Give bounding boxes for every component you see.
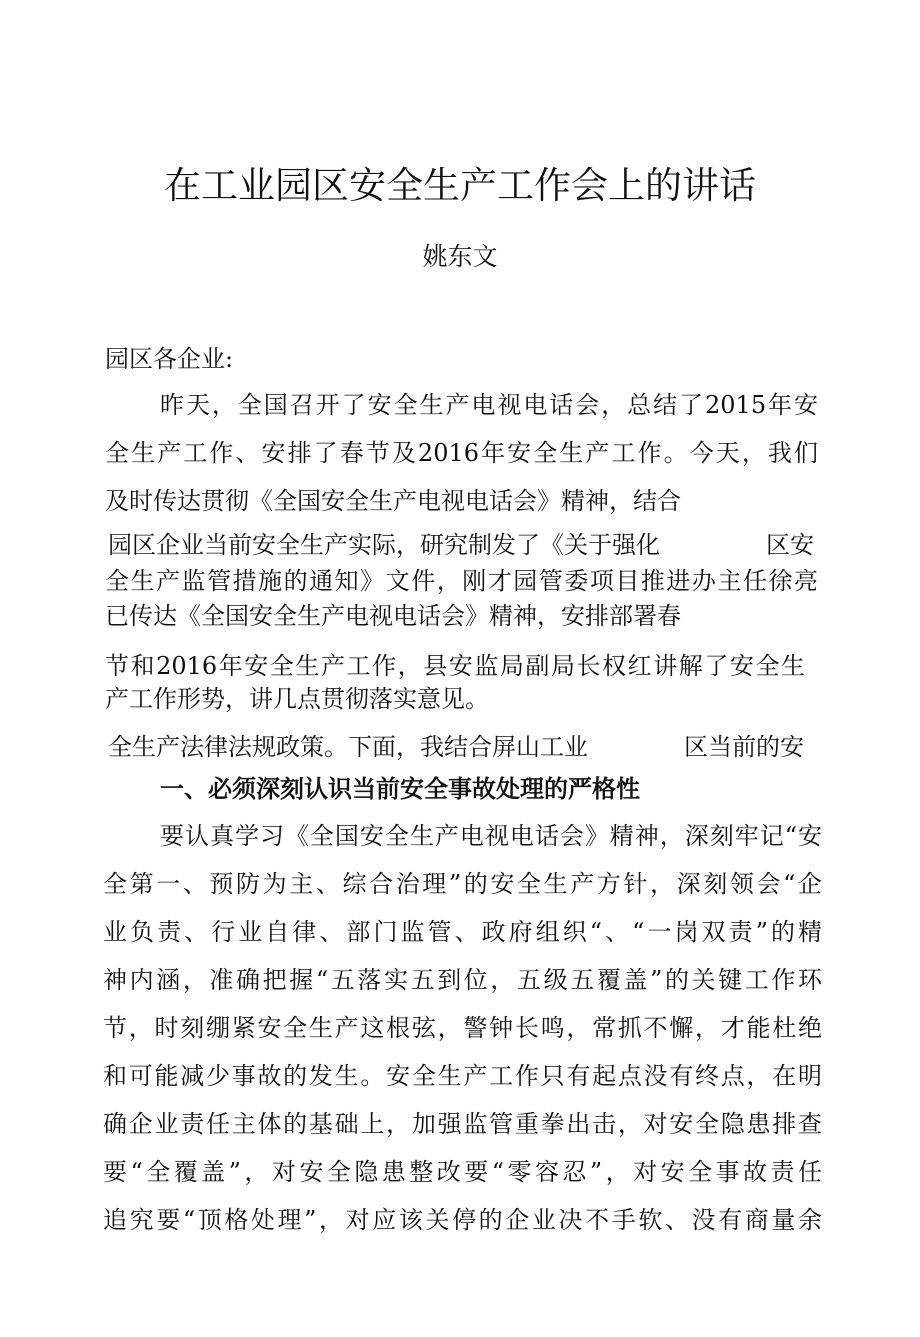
section-heading: 一、必须深刻认识当前安全事故处理的严格性 xyxy=(160,775,640,803)
paragraph-line: 产工作形势，讲几点贯彻落实意见。 xyxy=(105,685,489,713)
paragraph-line: 园区企业当前安全生产实际，研究制发了《关于强化 xyxy=(108,531,660,559)
paragraph-line-fragment: 区安 xyxy=(766,531,814,559)
paragraph-line: 全生产工作、安排了春节及2016年安全生产工作。今天，我们 xyxy=(105,439,818,467)
paragraph-line: 和可能减少事故的发生。安全生产工作只有起点没有终点，在明 xyxy=(103,1062,822,1090)
paragraph-line: 全生产法律法规政策。下面，我结合屏山工业 xyxy=(108,733,588,761)
author-name: 姚东文 xyxy=(422,242,498,271)
paragraph-line-fragment: 区当前的安 xyxy=(684,733,804,761)
salutation: 园区各企业: xyxy=(105,345,234,373)
paragraph-line: 节和2016年安全生产工作，县安监局副局长权红讲解了安全生 xyxy=(105,652,805,680)
paragraph-line: 及时传达贯彻《全国安全生产电视电话会》精神，结合 xyxy=(105,487,681,515)
paragraph-line: 要“全覆盖”，对安全隐患整改要“零容忍”，对安全事故责任 xyxy=(103,1158,822,1186)
paragraph-line: 追究要“顶格处理”，对应该关停的企业决不手软、没有商量余 xyxy=(103,1206,822,1234)
paragraph-line: 确企业责任主体的基础上，加强监管重拳出击，对安全隐患排查 xyxy=(103,1110,822,1138)
paragraph-line: 神内涵，准确把握“五落实五到位，五级五覆盖”的关键工作环 xyxy=(103,966,822,994)
paragraph-line: 业负责、行业自律、部门监管、政府组织“、“一岗双责”的精 xyxy=(103,918,822,946)
paragraph-line: 已传达《全国安全生产电视电话会》精神，安排部署春 xyxy=(105,602,681,630)
paragraph-line: 节，时刻绷紧安全生产这根弦，警钟长鸣，常抓不懈，才能杜绝 xyxy=(103,1014,822,1042)
paragraph-line: 要认真学习《全国安全生产电视电话会》精神，深刻牢记“安 xyxy=(160,822,822,850)
paragraph-line: 全生产监管措施的通知》文件，刚才园管委项目推进办主任徐亮 xyxy=(105,567,818,595)
document-title: 在工业园区安全生产工作会上的讲话 xyxy=(164,164,756,207)
paragraph-line: 昨天，全国召开了安全生产电视电话会，总结了2015年安 xyxy=(160,391,818,419)
paragraph-line: 全第一、预防为主、综合治理”的安全生产方针，深刻领会“企 xyxy=(103,870,822,898)
